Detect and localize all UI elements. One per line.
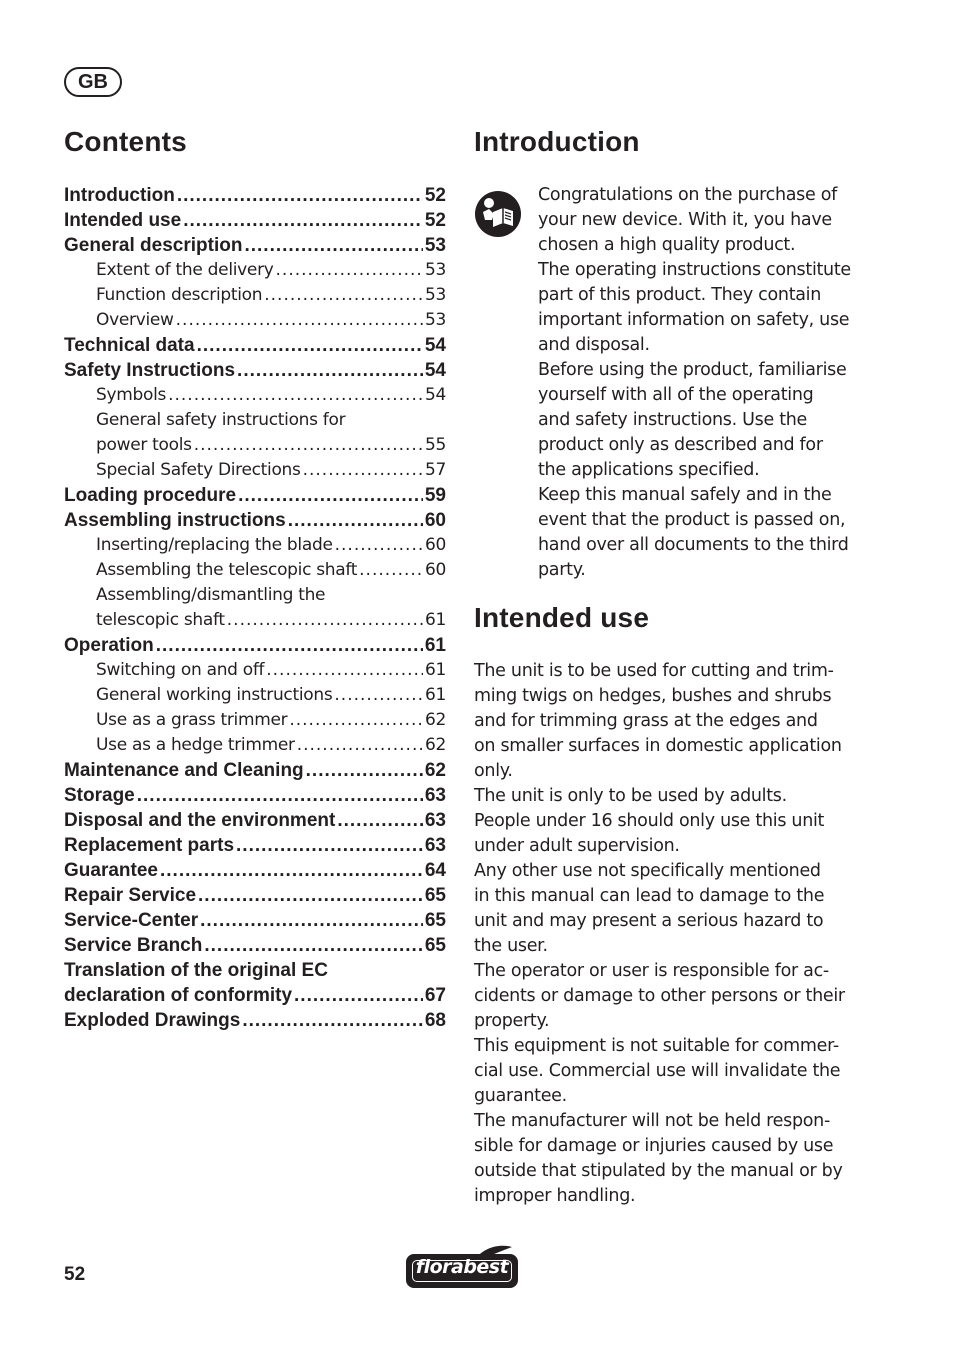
- text-line: yourself with all of the operating: [538, 385, 814, 405]
- toc-entry-title: Service Branch: [64, 935, 203, 956]
- toc-entry-title: Use as a hedge trimmer: [96, 735, 295, 755]
- text-line: Keep this manual safely and in the: [538, 485, 832, 505]
- toc-entry: [64, 858, 446, 883]
- toc-entry-title: Operation: [64, 635, 154, 656]
- toc-leader-dots: [266, 658, 423, 683]
- toc-leader-dots: [297, 733, 423, 758]
- toc-entry-title: Translation of the original EC: [64, 960, 328, 981]
- text-line: in this manual can lead to damage to the: [474, 886, 825, 906]
- toc-leader-dots: [294, 983, 423, 1008]
- toc-entry-title: Assembling instructions: [64, 510, 286, 531]
- toc-entry-title: General description: [64, 235, 243, 256]
- toc-leader-dots: [238, 483, 423, 508]
- toc-leader-dots: [156, 633, 423, 658]
- text-line: outside that stipulated by the manual or by: [474, 1161, 843, 1181]
- toc-entry: [64, 383, 446, 408]
- text-line: your new device. With it, you have: [538, 210, 832, 230]
- toc-leader-dots: [194, 433, 423, 458]
- toc-leader-dots: [204, 933, 423, 958]
- toc-entry-page: 62: [424, 735, 446, 755]
- toc-leader-dots: [337, 808, 423, 833]
- toc-entry: [64, 333, 446, 358]
- toc-leader-dots: [276, 258, 423, 283]
- toc-leader-dots: [335, 533, 423, 558]
- read-manual-icon: [474, 190, 522, 238]
- toc-entry-title: Use as a grass trimmer: [96, 710, 288, 730]
- toc-entry: [64, 733, 446, 758]
- toc-entry-page: 60: [424, 510, 446, 531]
- toc-leader-dots: [227, 608, 423, 633]
- toc-entry-title: Exploded Drawings: [64, 1010, 241, 1031]
- toc-leader-dots: [200, 908, 423, 933]
- toc-entry-page: 53: [424, 235, 446, 256]
- toc-entry: [64, 933, 446, 958]
- text-line: The manufacturer will not be held respon-: [474, 1111, 830, 1131]
- toc-entry: [64, 708, 446, 733]
- logo-text: florabest: [415, 1256, 509, 1278]
- toc-entry-title: Guarantee: [64, 860, 158, 881]
- toc-entry-page: 54: [424, 360, 446, 381]
- toc-entry-page: 60: [424, 560, 446, 580]
- toc-entry-page: 54: [424, 335, 446, 356]
- toc-entry: [64, 408, 446, 433]
- text-line: property.: [474, 1011, 550, 1031]
- toc-entry: [64, 233, 446, 258]
- toc-entry: [64, 758, 446, 783]
- toc-entry-title: Loading procedure: [64, 485, 237, 506]
- text-line: only.: [474, 761, 513, 781]
- toc-entry-title: Function description: [96, 285, 263, 305]
- toc-entry: [64, 508, 446, 533]
- text-line: chosen a high quality product.: [538, 235, 796, 255]
- toc-entry: [64, 608, 446, 633]
- text-line: event that the product is passed on,: [538, 510, 846, 530]
- text-line: cial use. Commercial use will invalidate the: [474, 1061, 841, 1081]
- toc-entry-title: Switching on and off: [96, 660, 265, 680]
- toc-entry: [64, 208, 446, 233]
- toc-leader-dots: [160, 858, 423, 883]
- toc-leader-dots: [176, 308, 423, 333]
- toc-entry-page: 55: [424, 435, 446, 455]
- toc-entry-title: Symbols: [96, 385, 167, 405]
- toc-entry-page: 63: [424, 785, 446, 806]
- toc-entry: [64, 908, 446, 933]
- toc-entry: [64, 783, 446, 808]
- toc-entry-page: 61: [424, 635, 446, 656]
- intended-use-heading: Intended use: [474, 602, 650, 633]
- toc-entry: [64, 358, 446, 383]
- toc-entry: [64, 258, 446, 283]
- toc-entry-page: 65: [424, 885, 446, 906]
- toc-leader-dots: [244, 233, 422, 258]
- toc-entry-page: 62: [424, 710, 446, 730]
- text-line: and for trimming grass at the edges and: [474, 711, 818, 731]
- text-line: on smaller surfaces in domestic application: [474, 736, 842, 756]
- text-line: product only as described and for: [538, 435, 823, 455]
- text-line: the applications specified.: [538, 460, 760, 480]
- intended-use-text: [474, 659, 874, 1209]
- toc-entry-title: Inserting/replacing the blade: [96, 535, 333, 555]
- toc-entry-page: 53: [424, 310, 446, 330]
- toc-entry-title: Assembling the telescopic shaft: [96, 560, 358, 580]
- toc-entry-page: 64: [424, 860, 446, 881]
- toc-entry-page: 52: [424, 210, 446, 231]
- toc-entry: [64, 458, 446, 483]
- contents-heading: Contents: [64, 126, 187, 157]
- text-line: Before using the product, familiarise: [538, 360, 847, 380]
- toc-entry: [64, 183, 446, 208]
- text-line: Congratulations on the purchase of: [538, 185, 837, 205]
- toc-entry: [64, 433, 446, 458]
- toc-entry-title: General safety instructions for: [96, 410, 346, 430]
- toc-entry-page: 63: [424, 810, 446, 831]
- toc-entry: [64, 833, 446, 858]
- toc-entry: [64, 308, 446, 333]
- toc-entry-title: Maintenance and Cleaning: [64, 760, 304, 781]
- text-line: The operating instructions constitute: [538, 260, 851, 280]
- text-line: party.: [538, 560, 586, 580]
- toc-entry-page: 65: [424, 910, 446, 931]
- toc-leader-dots: [264, 283, 423, 308]
- toc-entry: [64, 533, 446, 558]
- toc-entry-title: declaration of conformity: [64, 985, 293, 1006]
- toc-entry-page: 53: [424, 260, 446, 280]
- text-line: and disposal.: [538, 335, 650, 355]
- toc-entry-page: 53: [424, 285, 446, 305]
- toc-entry-page: 59: [424, 485, 446, 506]
- toc-entry-page: 60: [424, 535, 446, 555]
- toc-entry-page: 65: [424, 935, 446, 956]
- toc-entry-title: Storage: [64, 785, 135, 806]
- toc-entry: [64, 483, 446, 508]
- page-number: 52: [64, 1264, 86, 1285]
- toc-entry: [64, 983, 446, 1008]
- toc-entry-title: Overview: [96, 310, 174, 330]
- toc-entry: [64, 558, 446, 583]
- toc-entry-title: Service-Center: [64, 910, 199, 931]
- toc-entry-title: Repair Service: [64, 885, 197, 906]
- text-line: sible for damage or injuries caused by use: [474, 1136, 834, 1156]
- toc-leader-dots: [168, 383, 423, 408]
- text-line: ming twigs on hedges, bushes and shrubs: [474, 686, 832, 706]
- toc-entry: [64, 683, 446, 708]
- toc-entry-page: 62: [424, 760, 446, 781]
- toc-entry-page: 54: [424, 385, 446, 405]
- toc-entry-page: 52: [424, 185, 446, 206]
- toc-entry-title: Introduction: [64, 185, 175, 206]
- introduction-text: [538, 183, 868, 583]
- toc-entry-title: Replacement parts: [64, 835, 235, 856]
- toc-leader-dots: [359, 558, 423, 583]
- toc-leader-dots: [334, 683, 423, 708]
- text-line: Any other use not specifically mentioned: [474, 861, 821, 881]
- toc-leader-dots: [177, 183, 423, 208]
- toc-leader-dots: [198, 883, 423, 908]
- toc-entry-title: Technical data: [64, 335, 195, 356]
- text-line: unit and may present a serious hazard to: [474, 911, 824, 931]
- toc-entry-title: Safety Instructions: [64, 360, 236, 381]
- toc-entry: [64, 583, 446, 608]
- toc-entry-page: 68: [424, 1010, 446, 1031]
- toc-leader-dots: [236, 833, 423, 858]
- table-of-contents: [64, 183, 446, 1033]
- text-line: guarantee.: [474, 1086, 567, 1106]
- toc-leader-dots: [137, 783, 423, 808]
- toc-leader-dots: [242, 1008, 423, 1033]
- text-line: part of this product. They contain: [538, 285, 822, 305]
- text-line: hand over all documents to the third: [538, 535, 849, 555]
- text-line: under adult supervision.: [474, 836, 680, 856]
- toc-entry: [64, 633, 446, 658]
- toc-leader-dots: [289, 708, 423, 733]
- florabest-logo: [404, 1244, 520, 1290]
- text-line: and safety instructions. Use the: [538, 410, 808, 430]
- toc-entry: [64, 808, 446, 833]
- toc-entry-title: Assembling/dismantling the: [96, 585, 326, 605]
- text-line: cidents or damage to other persons or their: [474, 986, 845, 1006]
- toc-entry-title: telescopic shaft: [96, 610, 225, 630]
- toc-leader-dots: [197, 333, 423, 358]
- toc-entry-page: 61: [424, 685, 446, 705]
- toc-entry-page: 57: [424, 460, 446, 480]
- toc-entry-page: 63: [424, 835, 446, 856]
- toc-entry-title: Extent of the delivery: [96, 260, 274, 280]
- toc-entry-title: Disposal and the environment: [64, 810, 336, 831]
- toc-leader-dots: [306, 758, 423, 783]
- toc-leader-dots: [183, 208, 423, 233]
- toc-entry: [64, 283, 446, 308]
- toc-entry-title: General working instructions: [96, 685, 333, 705]
- toc-leader-dots: [303, 458, 423, 483]
- text-line: important information on safety, use: [538, 310, 850, 330]
- text-line: The unit is only to be used by adults.: [474, 786, 787, 806]
- toc-entry-page: 61: [424, 660, 446, 680]
- toc-entry: [64, 883, 446, 908]
- introduction-heading: Introduction: [474, 126, 640, 157]
- toc-leader-dots: [237, 358, 423, 383]
- toc-entry: [64, 958, 446, 983]
- text-line: This equipment is not suitable for commer-: [474, 1036, 839, 1056]
- text-line: The operator or user is responsible for ac-: [474, 961, 829, 981]
- toc-leader-dots: [288, 508, 423, 533]
- toc-entry-title: Intended use: [64, 210, 182, 231]
- language-badge: GB: [64, 67, 122, 97]
- toc-entry-title: power tools: [96, 435, 192, 455]
- text-line: improper handling.: [474, 1186, 636, 1206]
- text-line: the user.: [474, 936, 548, 956]
- toc-entry-page: 61: [424, 610, 446, 630]
- text-line: People under 16 should only use this unit: [474, 811, 825, 831]
- toc-entry-title: Special Safety Directions: [96, 460, 301, 480]
- toc-entry-page: 67: [424, 985, 446, 1006]
- toc-entry: [64, 1008, 446, 1033]
- toc-entry: [64, 658, 446, 683]
- text-line: The unit is to be used for cutting and trim-: [474, 661, 834, 681]
